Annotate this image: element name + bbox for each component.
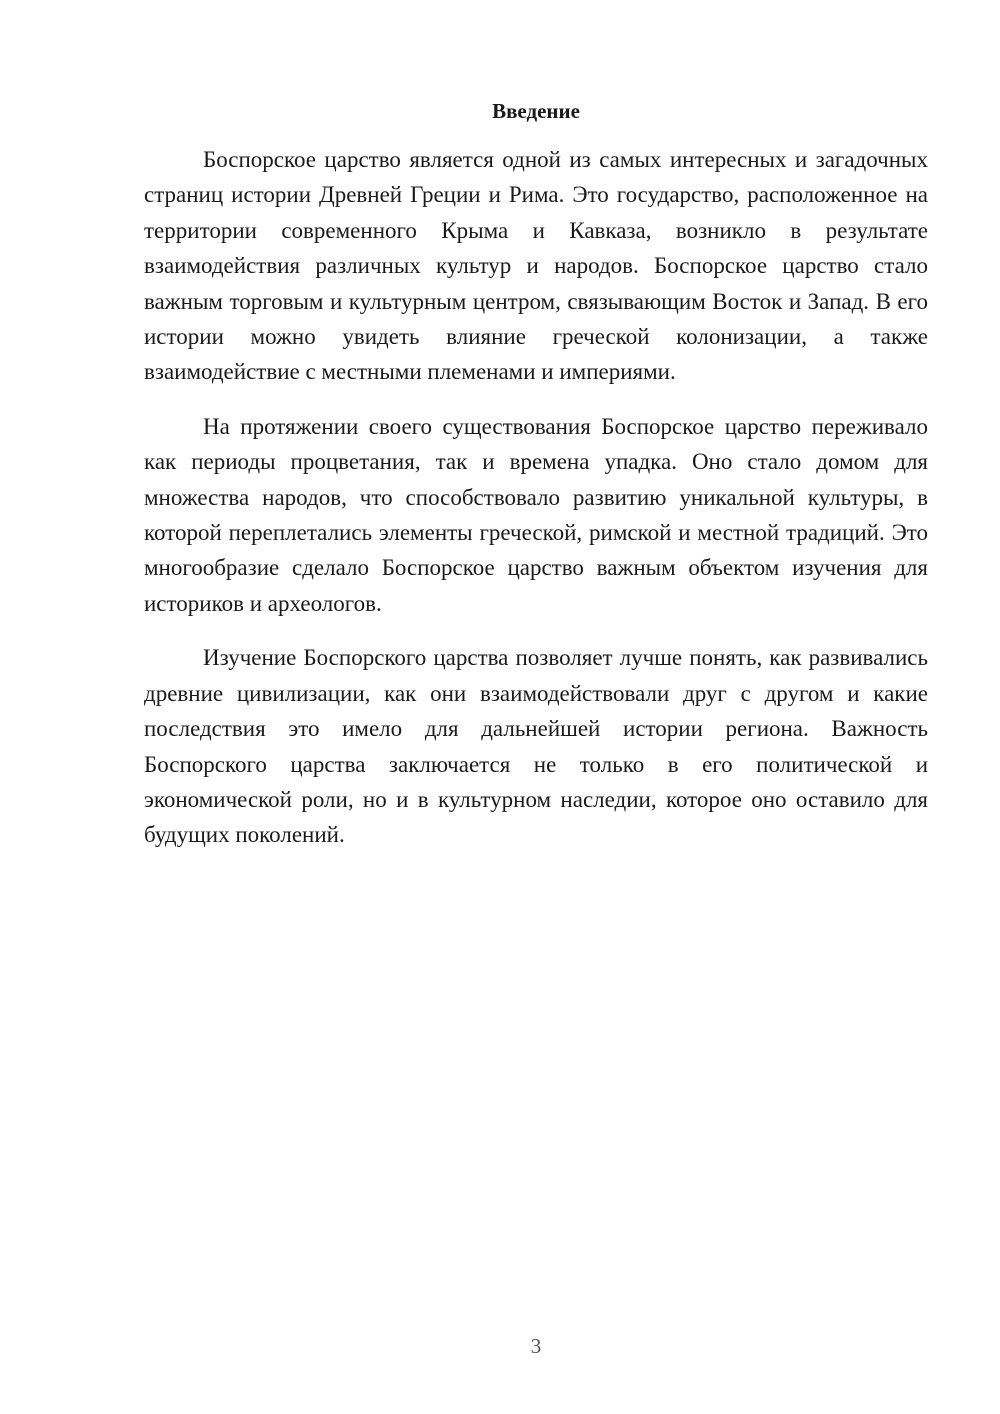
page-number: 3 <box>530 1334 542 1358</box>
page-heading: Введение <box>492 99 580 123</box>
paragraph-3: Изучение Боспорского царства позволяет лучше понять, как развивались древние цивилизации, как они взаимодействовали друг с другом и какие последствия это имело для дальнейшей истории региона. Важность Боспорского царства заключается не только в его политической и экономической роли, но и в культурном наследии, которое оно оставило для будущих поколений. <box>144 645 928 848</box>
paragraph-2: На протяжении своего существования Боспорское царство переживало как периоды процветания, так и времена упадка. Оно стало домом для множества народов, что способствовало развитию уникальной культуры, в которой переплетались элементы греческой, римской и местной традиций. Это многообразие сделало Боспорское царство важным объектом изучения для историков и археологов. <box>144 413 928 616</box>
page-content <box>144 96 928 872</box>
paragraph-1: Боспорское царство является одной из самых интересных и загадочных страниц истории Древней Греции и Рима. Это государство, расположенное на территории современного Крыма и Кавказа, возникло в результате взаимодействия различных культур и народов. Боспорское царство стало важным торговым и культурным центром, связывающим Восток и Запад. В его истории можно увидеть влияние греческой колонизации, а также взаимодействие с местными племенами и империями. <box>144 147 928 385</box>
